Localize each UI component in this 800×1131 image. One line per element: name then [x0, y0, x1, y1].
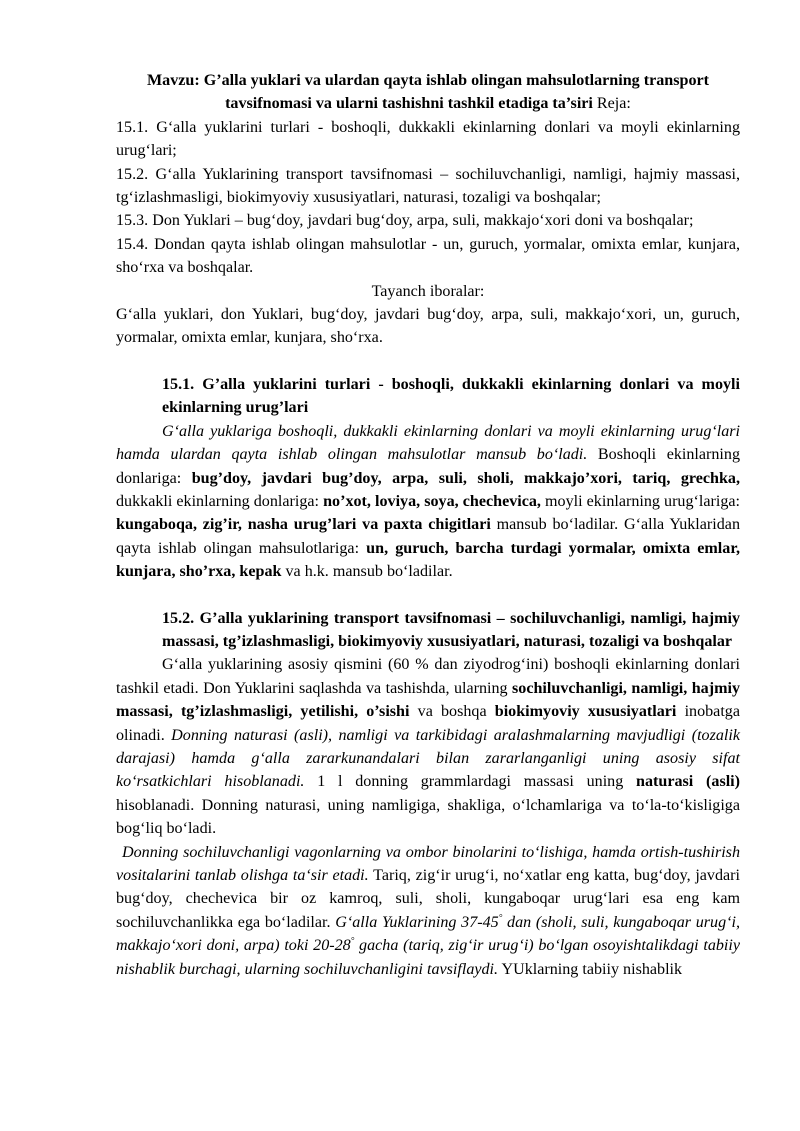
keywords-heading: Tayanch iboralar:	[371, 282, 485, 300]
s1-text-c: dukkakli ekinlarning donlariga:	[116, 492, 324, 510]
spacer	[116, 350, 740, 373]
document-page	[116, 69, 740, 981]
section-1-heading: 15.1. G’alla yuklarini turlari - boshoqli, dukkakli ekinlarning donlari va moyli ekinlarning urug’lari	[162, 375, 740, 417]
s2-italic-flow: Donning sochiluvchanligi vagonlarning va ombor binolarini to‘lishiga, hamda ortish-tushirish vositalarini tanlab olishga ta‘sir etadi.	[116, 843, 740, 884]
title-text: Mavzu: G’alla yuklari va ulardan qayta ishlab olingan mahsulotlarning transport tavsifnomasi va ularni tashishni tashkil etadiga ta’siri	[146, 72, 710, 113]
plan-item-4: 15.4. Dondan qayta ishlab olingan mahsulotlar - un, guruch, yormalar, omixta emlar, kunjara, sho‘rxa va boshqalar.	[116, 235, 740, 277]
s2-italic-quality: Donning naturasi (asli), namligi va tarkibidagi aralashmalarning mavjudligi (tozalik darajasi) hamda g‘alla zararkunandalari bilan zararlanganligi uning asosiy sifat ko‘rsatkichlari hisoblanadi.	[116, 726, 740, 791]
s2-text-tail: YUklarning tabiiy nishablik	[498, 960, 683, 978]
s1-text-e: moyli ekinlarning urug‘lariga:	[540, 492, 740, 510]
s2-bold-natura: naturasi (asli)	[636, 773, 741, 791]
spacer	[116, 584, 740, 607]
s1-bold-products: un, guruch, barcha turdagi yormalar, omixta emlar, kunjara, sho’rxa, kepak	[116, 539, 741, 581]
s2-text-e: inobatga olinadi.	[116, 703, 740, 744]
section-2-paragraph-2	[116, 841, 740, 981]
s2-angle-b: dan (sholi, suli, kungaboqar urug‘i, makkajo‘xori doni, arpa) toki 20-28	[116, 913, 740, 955]
degree-sign: °	[350, 935, 355, 946]
s1-italic: G‘alla yuklariga boshoqli, dukkakli ekinlarning donlari va moyli ekinlarning urug‘lari hamda ulardan qayta ishlab olingan mahsulotlar mansub bo‘ladi.	[116, 422, 740, 464]
s1-bold-legumes: no’xot, loviya, soya, chechevica,	[323, 492, 541, 510]
s2-text-g: 1 l donning grammlardagi massasi uning	[304, 773, 637, 791]
section-1-paragraph	[116, 420, 740, 584]
document-title	[116, 69, 740, 116]
s2-text-i: hisoblanadi. Donning naturasi, uning namligiga, shakliga, o‘lchamlariga va to‘la-to‘kisligiga bog‘liq bo‘ladi.	[116, 796, 740, 838]
plan-label: Reja:	[592, 95, 631, 113]
plan-item-1: 15.1. G‘alla yuklarini turlari - boshoqli, dukkakli ekinlarning donlari va moyli ekinlarning urug‘lari;	[116, 118, 740, 160]
keywords-text: G‘alla yuklari, don Yuklari, bug‘doy, javdari bug‘doy, arpa, suli, makkajo‘xori, un, guruch, yormalar, omixta emlar, kunjara, sho‘rxa.	[116, 306, 740, 347]
s2-angle-c: gacha (tariq, zig‘ir urug‘i) bo‘lgan osoyishtalikdagi tabiiy nishablik burchagi, ularning sochiluvchanligini tavsiflaydi.	[116, 937, 741, 978]
s2-text-flow: Tariq, zig‘ir urug‘i, no‘xatlar eng katta, bug‘doy, javdari bug‘doy, chechevica bir oz kamroq, suli, sholi, kungaboqar urug‘lari esa eng kam sochiluvchanlikka ega bo‘ladilar.	[116, 867, 740, 931]
s1-text-i: va h.k. mansub bo‘ladilar.	[281, 563, 453, 581]
section-2-paragraph-1	[116, 653, 740, 840]
s1-bold-cereals: bug’doy, javdari bug’doy, arpa, suli, sholi, makkajo’xori, tariq, grechka,	[191, 469, 740, 487]
s2-bold-properties: sochiluvchanligi, namligi, hajmiy massasi, tg’izlashmasligi, yetilishi, o’sishi	[116, 679, 740, 721]
s2-text-c: va boshqa	[409, 703, 495, 721]
s1-bold-oilseeds: kungaboqa, zig’ir, nasha urug’lari va paxta chigitlari	[116, 516, 491, 534]
s1-text-g: mansub bo‘ladilar. G‘alla Yuklaridan qayta ishlab olingan mahsulotlariga:	[116, 516, 740, 557]
s2-angle-a: G‘alla Yuklarining 37-45	[335, 913, 499, 931]
s2-text-a: G‘alla yuklarining asosiy qismini (60 % dan ziyodrog‘ini) boshoqli ekinlarning donlari tashkil etadi. Don Yuklarini saqlashda va tashishda, ularning	[116, 656, 740, 697]
section-2-heading: 15.2. G’alla yuklarining transport tavsifnomasi – sochiluvchanligi, namligi, hajmiy massasi, tg’izlashmasligi, biokimyoviy xususiyatlari, naturasi, tozaligi va boshqalar	[162, 609, 740, 650]
s2-bold-biochem: biokimyoviy xususiyatlari	[494, 703, 677, 721]
degree-sign: °	[498, 912, 503, 923]
plan-item-3: 15.3. Don Yuklari – bug‘doy, javdari bug‘doy, arpa, suli, makkajo‘xori doni va boshqalar;	[116, 212, 694, 230]
s1-text-a: Boshoqli ekinlarning donlariga:	[116, 446, 740, 487]
plan-item-2: 15.2. G‘alla Yuklarining transport tavsifnomasi – sochiluvchanligi, namligi, hajmiy massasi, tg‘izlashmasligi, biokimyoviy xususiyatlari, naturasi, tozaligi va boshqalar;	[116, 165, 740, 207]
